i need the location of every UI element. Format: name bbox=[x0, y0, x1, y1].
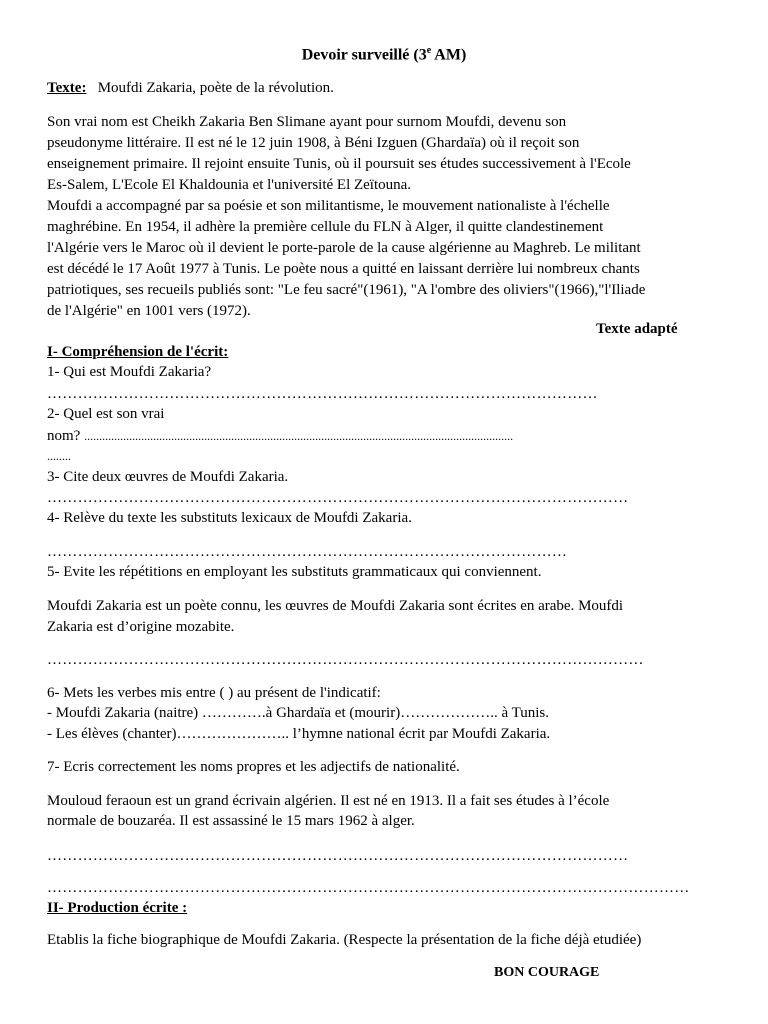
texte-heading: Moufdi Zakaria, poète de la révolution. bbox=[97, 80, 334, 96]
texte-heading-line bbox=[47, 79, 334, 97]
texte-line-1: Son vrai nom est Cheikh Zakaria Ben Slimane ayant pour surnom Moufdi, devenu son bbox=[47, 114, 567, 130]
title-superscript: e bbox=[426, 45, 432, 56]
section2-instruction: Etablis la fiche biographique de Moufdi Zakaria. (Respecte la présentation de la fiche déjà etudiée) bbox=[47, 932, 642, 948]
question-5-text-line-1: Moufdi Zakaria est un poète connu, les œuvres de Moufdi Zakaria sont écrites en arabe. Moufdi bbox=[47, 598, 624, 614]
answer-line-q3: …………………………………………………………………………………………………… bbox=[47, 490, 629, 506]
question-5-text-line-2: Zakaria est d’origine mozabite. bbox=[47, 619, 235, 635]
texte-line-8: est décédé le 17 Août 1977 à Tunis. Le poète nous a quitté en laissant derrière lui nombreux chants bbox=[47, 261, 640, 277]
question-2-line-2 bbox=[47, 427, 513, 445]
answer-line-q2: ............................................................................................................................................... bbox=[84, 429, 514, 443]
question-7-text-line-2: normale de bouzaréa. Il est assassiné le 15 mars 1962 à alger. bbox=[47, 813, 415, 829]
question-6-item-1: - Moufdi Zakaria (naitre) ………….à Ghardaïa et (mourir)……………….. à Tunis. bbox=[47, 705, 549, 721]
section1-heading: I- Compréhension de l'écrit: bbox=[47, 344, 229, 360]
question-6: 6- Mets les verbes mis entre ( ) au présent de l'indicatif: bbox=[47, 685, 381, 701]
section2-heading: II- Production écrite : bbox=[47, 900, 188, 916]
answer-line-q2-continued: ........ bbox=[47, 449, 71, 463]
answer-line-q5: ……………………………………………………………………………………………………… bbox=[47, 652, 644, 668]
texte-line-10: de l'Algérie" en 1001 vers (1972). bbox=[47, 303, 251, 319]
texte-line-9: patriotiques, ses recueils publiés sont: "Le feu sacré"(1961), "A l'ombre des oliviers"(1966),"l'Iliade bbox=[47, 282, 646, 298]
texte-source: Texte adapté bbox=[596, 321, 678, 337]
question-2-nom: nom? bbox=[47, 428, 85, 444]
texte-line-7: l'Algérie vers le Maroc où il devient le porte-parole de la cause algérienne au Maghreb. Le militant bbox=[47, 240, 641, 256]
texte-line-3: enseignement primaire. Il rejoint ensuite Tunis, où il poursuit ses études successivement à l'Ecole bbox=[47, 156, 631, 172]
answer-line-q7-1: …………………………………………………………………………………………………… bbox=[47, 848, 629, 864]
question-5: 5- Evite les répétitions en employant les substituts grammaticaux qui conviennent. bbox=[47, 564, 542, 580]
texte-line-5: Moufdi a accompagné par sa poésie et son militantisme, le mouvement nationaliste à l'échelle bbox=[47, 198, 610, 214]
closing-text: BON COURAGE bbox=[494, 965, 600, 980]
question-3: 3- Cite deux œuvres de Moufdi Zakaria. bbox=[47, 469, 289, 485]
texte-label: Texte: bbox=[47, 80, 87, 96]
texte-line-4: Es-Salem, L'Ecole El Khaldounia et l'université El Zeïtouna. bbox=[47, 177, 412, 193]
question-7: 7- Ecris correctement les noms propres et les adjectifs de nationalité. bbox=[47, 759, 460, 775]
question-7-text-line-1: Mouloud feraoun est un grand écrivain algérien. Il est né en 1913. Il a fait ses études à l’école bbox=[47, 793, 610, 809]
question-2-line-1: 2- Quel est son vrai bbox=[47, 406, 165, 422]
question-4: 4- Relève du texte les substituts lexicaux de Moufdi Zakaria. bbox=[47, 510, 412, 526]
question-1: 1- Qui est Moufdi Zakaria? bbox=[47, 364, 212, 380]
page-title bbox=[0, 45, 768, 64]
texte-line-2: pseudonyme littéraire. Il est né le 12 juin 1908, à Béni Izguen (Ghardaïa) où il reçoit son bbox=[47, 135, 580, 151]
answer-line-q4: ………………………………………………………………………………………… bbox=[47, 544, 568, 560]
texte-line-6: maghrébine. En 1954, il adhère la première cellule du FLN à Alger, il quitte clandestinement bbox=[47, 219, 604, 235]
answer-line-q7-2: ……………………………………………………………………………………………………………… bbox=[47, 880, 690, 896]
title-end: AM) bbox=[431, 46, 467, 64]
question-6-item-2: - Les élèves (chanter)………………….. l’hymne national écrit par Moufdi Zakaria. bbox=[47, 726, 551, 742]
title-main: Devoir surveillé (3 bbox=[301, 46, 427, 64]
answer-line-q1: ……………………………………………………………………………………………… bbox=[47, 386, 598, 402]
